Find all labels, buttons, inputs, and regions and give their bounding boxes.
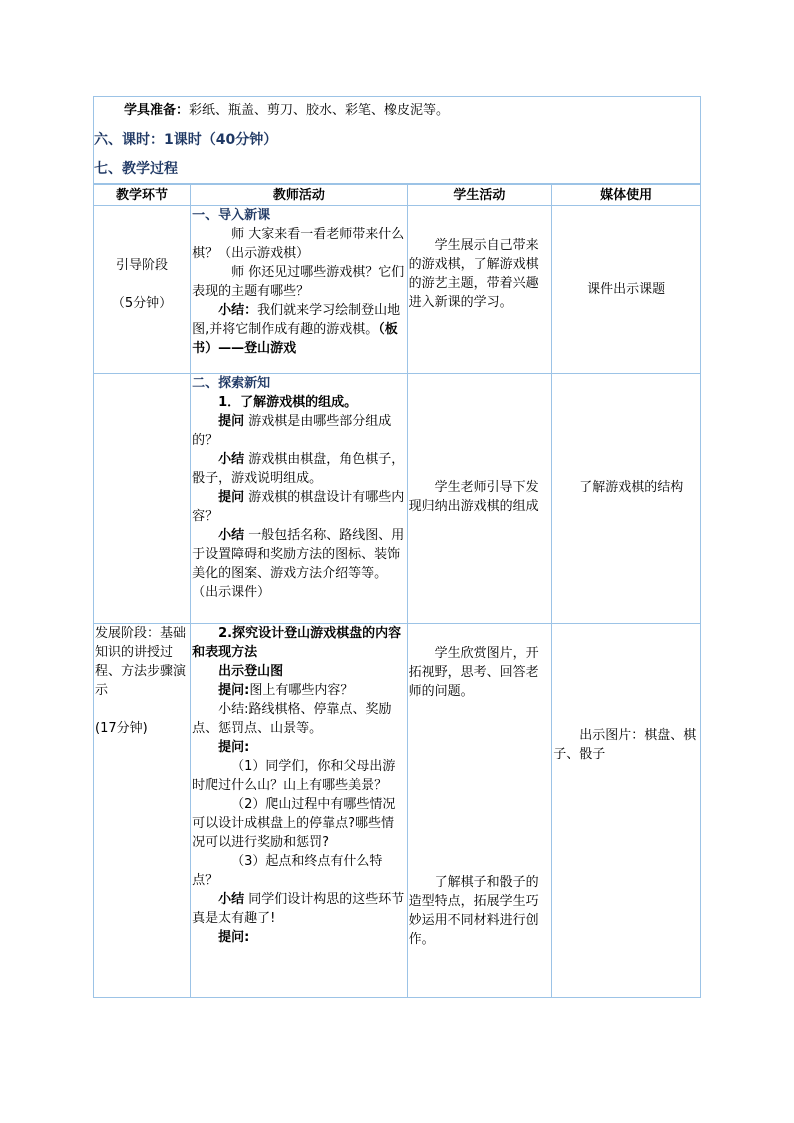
teacher-cell-develop — [191, 624, 407, 998]
summary — [192, 526, 405, 602]
board-text: （板书）——登山游戏 — [192, 322, 398, 356]
student-text: 学生展示自己带来的游戏棋，了解游戏棋的游艺主题，带着兴趣进入新课的学习。 — [408, 238, 539, 310]
document-page — [93, 96, 701, 998]
summary-text: 小结:路线棋格、停靠点、奖励点、惩罚点、山景等。 — [192, 702, 392, 736]
summary-label: 小结 — [218, 892, 245, 907]
materials-text: 彩纸、瓶盖、剪刀、胶水、彩笔、橡皮泥等。 — [189, 103, 450, 118]
header-frame — [93, 96, 701, 184]
table-row-develop — [94, 624, 701, 998]
question-label: 提问: — [218, 683, 250, 698]
question-label: 提问 — [218, 414, 245, 429]
media-cell-explore — [552, 374, 701, 624]
table-row-intro — [94, 206, 701, 374]
stage-name: 发展阶段：基础知识的讲授过程、方法步骤演示 — [95, 626, 187, 698]
col-header-media: 媒体使用 — [552, 185, 701, 206]
student-cell-develop — [407, 624, 552, 998]
question — [192, 412, 405, 450]
teacher-cell-explore — [191, 374, 407, 624]
question — [192, 488, 405, 526]
stage-cell-empty — [94, 374, 191, 624]
student-text: 了解棋子和骰子的造型特点，拓展学生巧妙运用不同材料进行创作。 — [408, 875, 539, 947]
materials-label: 学具准备： — [124, 103, 190, 118]
stage-cell-intro — [94, 206, 191, 374]
show-image-text: 出示登山图 — [218, 664, 284, 679]
question-item: （3）起点和终点有什么特点？ — [192, 854, 383, 888]
subheading: 1．了解游戏棋的组成。 — [218, 395, 358, 410]
teacher-text: 师 你还见过哪些游戏棋？它们表现的主题有哪些？ — [192, 265, 405, 299]
subheading: 2.探究设计登山游戏棋盘的内容和表现方法 — [192, 626, 402, 660]
media-cell-intro — [552, 206, 701, 374]
col-header-teacher: 教师活动 — [191, 185, 407, 206]
student-text: 学生老师引导下发现归纳出游戏棋的组成 — [408, 480, 539, 514]
heading-explore: 二、探索新知 — [192, 376, 271, 391]
summary — [192, 450, 405, 488]
question-text: 图上有哪些内容？ — [249, 683, 354, 698]
materials-line — [94, 97, 700, 125]
teacher-text: 师 大家来看一看老师带来什么棋？（出示游戏棋） — [192, 227, 405, 261]
question — [192, 681, 405, 700]
summary-text: 我们就来学习绘制登山地图,并将它制作成有趣的游戏棋。 — [192, 303, 401, 337]
summary — [192, 890, 405, 928]
section-hours: 六、课时：1课时（40分钟） — [94, 132, 278, 148]
stage-name: 引导阶段 — [116, 258, 169, 273]
question-item: （2）爬山过程中有哪些情况可以设计成棋盘上的停靠点?哪些情况可以进行奖励和惩罚? — [192, 797, 396, 850]
heading-intro: 一、导入新课 — [192, 208, 271, 223]
teacher-cell-intro — [191, 206, 407, 374]
question-label: 提问 — [218, 490, 245, 505]
summary-label: 小结： — [218, 303, 258, 318]
student-cell-intro — [407, 206, 552, 374]
summary-label: 小结 — [218, 528, 245, 543]
teacher-summary — [192, 301, 405, 358]
media-cell-develop — [552, 624, 701, 998]
stage-cell-develop — [94, 624, 191, 998]
student-text: 学生欣赏图片，开拓视野，思考、回答老师的问题。 — [408, 646, 539, 699]
student-cell-explore — [407, 374, 552, 624]
stage-time: (17分钟) — [95, 721, 148, 736]
stage-time: （5分钟） — [111, 296, 173, 311]
question-text: 游戏棋是由哪些部分组成的？ — [192, 414, 392, 448]
question-text: 游戏棋的棋盘设计有哪些内容？ — [192, 490, 405, 524]
media-text: 了解游戏棋的结构 — [579, 480, 684, 495]
col-header-stage: 教学环节 — [94, 185, 191, 206]
media-text: 课件出示课题 — [587, 282, 666, 297]
table-header-row — [94, 185, 701, 206]
summary-text: 一般包括名称、路线图、用于设置障碍和奖励方法的图标、装饰美化的图案、游戏方法介绍等等。（出示课件） — [192, 528, 405, 600]
section-process: 七、教学过程 — [94, 161, 178, 177]
col-header-student: 学生活动 — [407, 185, 552, 206]
summary-text: 同学们设计构思的这些环节真是太有趣了! — [192, 892, 405, 926]
question-label: 提问: — [218, 930, 250, 945]
teaching-process-table — [93, 184, 701, 998]
question-label: 提问: — [218, 740, 250, 755]
question-item: （1）同学们，你和父母出游时爬过什么山？山上有哪些美景？ — [192, 759, 396, 793]
table-row-explore — [94, 374, 701, 624]
media-text: 出示图片：棋盘、棋子、骰子 — [553, 728, 697, 762]
summary-text: 游戏棋由棋盘，角色棋子，骰子，游戏说明组成。 — [192, 452, 405, 486]
summary-label: 小结 — [218, 452, 245, 467]
